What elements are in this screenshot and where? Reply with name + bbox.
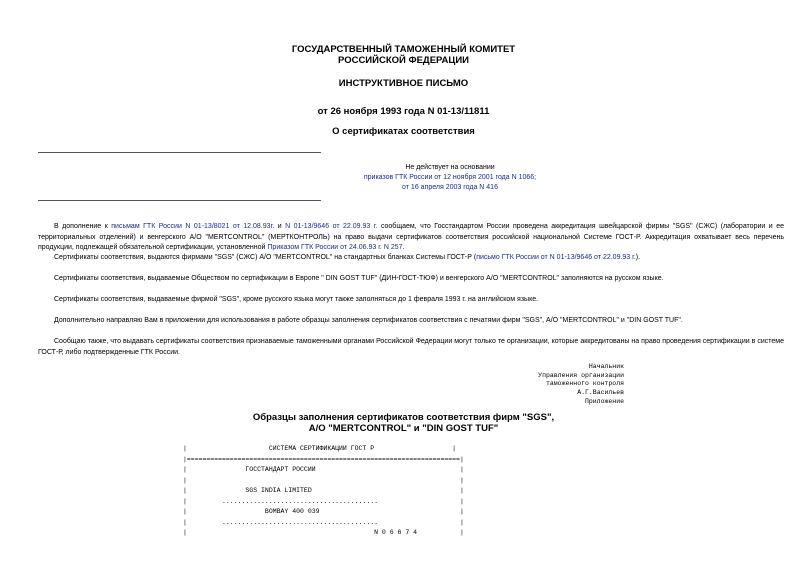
paragraph-1 <box>38 222 784 254</box>
form-line: | BOMBAY 400 039 | <box>183 508 464 515</box>
form-line: | | <box>183 476 464 484</box>
paragraph-1-text-2: и <box>274 223 286 230</box>
paragraph-3 <box>38 274 784 285</box>
appendix-title <box>0 412 807 434</box>
signature-name: А.Г.Васильев <box>577 389 624 397</box>
document-subject: О сертификатах соответствия <box>332 126 475 137</box>
status-link-2001[interactable]: приказов ГТК России от 12 ноября 2001 года N 1066; <box>363 174 537 181</box>
paragraph-2-text: Сертификаты соответствия, выдаются фирмами "SGS" (СЖС) А/О "MERTCONTROL" на стандартных бланках Системы ГОСТ-Р ( <box>54 254 477 261</box>
paragraph-5-text: Дополнительно направляю Вам в приложении для использования в работе образцы заполнения сертификатов соответствия с печатями фирм "SGS", А/О "MERTCONTROL" и "DIN GOST TUF". <box>54 317 683 324</box>
form-line: | N 0 6 6 7 4 | <box>183 529 464 536</box>
paragraph-6-text: Сообщаю также, что выдавать сертификаты соответствия признаваемые таможенными органами Российской Федерации могут только те организации, которые аккредитованы на право проведения сертификации в системе ГОСТ-Р, либо подтвержденные ГТК России. <box>38 338 784 356</box>
status-line: Не действует на основании <box>405 164 495 171</box>
document-date: от 26 ноября 1993 года N 01-13/11811 <box>317 106 490 117</box>
signature-title: Начальник <box>588 363 624 370</box>
status-link-2003[interactable]: от 16 апреля 2003 года N 416 <box>402 184 498 191</box>
paragraph-2-text-2: ). <box>635 254 641 261</box>
appendix-title-line2: А/О "MERTCONTROL" и "DIN GOST TUF" <box>308 423 499 434</box>
paragraph-1-text-3: сообщаем, что Госстандартом России проведена аккредитация швейцарской фирмы "SGS" (СЖС) (лаборатории и ее территориальных отделений) и венгерского А/О "MERTCONTROL" (МЕРТКОНТРОЛЬ) на право выдачи сертификатов соответствия российской национальной Системе ГОСТ-Р. Аккредитация охватывает весь перечень продукции, подлежащей обязательной сертификации, установленной <box>38 223 784 251</box>
paragraph-1-text-4: . <box>402 244 405 251</box>
letter-link-9646-b[interactable]: письмо ГТК России от N 01-13/9646 от 22.09.93 г. <box>476 254 636 261</box>
org-name-line1: ГОСУДАРСТВЕННЫЙ ТАМОЖЕННЫЙ КОМИТЕТ <box>291 44 516 55</box>
paragraph-3-text: Сертификаты соответствия, выдаваемые Обществом по сертификации в Европе " DIN GOST TUF" (ДИН-ГОСТ-ТЮФ) и венгерского А/О "MERTCONTROL" заполняются на русском языке. <box>54 275 664 282</box>
form-line: | ГОССТАНДАРТ РОССИИ | <box>183 466 464 473</box>
paragraph-1-text: В дополнение к <box>54 223 112 230</box>
signature-block <box>480 363 624 407</box>
order-link-257[interactable]: Приказом ГТК России от 24.06.93 г. N 257 <box>267 244 403 251</box>
form-line: |======================================================================| <box>183 455 464 463</box>
paragraph-4-text: Сертификаты соответствия, выдаваемые фирмой "SGS", кроме русского языка могут также заполняться до 1 февраля 1993 г. на английском языке. <box>54 296 539 303</box>
form-line: | ........................................ | <box>183 497 464 505</box>
paragraph-2 <box>38 253 784 264</box>
signature-department-2: таможенного контроля <box>545 380 624 388</box>
appendix-title-line1: Образцы заполнения сертификатов соответствия фирм "SGS", <box>252 412 555 423</box>
form-line: | SGS INDIA LIMITED | <box>183 487 464 494</box>
letter-link-8021[interactable]: письмам ГТК России N 01-13/8021 от 12.08.93г. <box>111 223 275 230</box>
certificate-form-sample <box>183 444 464 539</box>
paragraph-4 <box>38 295 784 306</box>
status-bottom-rule <box>38 200 321 201</box>
form-line: | ........................................ | <box>183 518 464 526</box>
signature-department: Управления организации <box>538 371 624 379</box>
appendix-label: Приложение <box>584 397 624 405</box>
form-line: | СИСТЕМА СЕРТИФИКАЦИИ ГОСТ Р | <box>183 445 457 452</box>
paragraph-5 <box>38 316 784 327</box>
org-name-line2: РОССИЙСКОЙ ФЕДЕРАЦИИ <box>337 55 469 66</box>
letter-link-9646[interactable]: N 01-13/9646 от 22.09.93 г. <box>285 223 378 230</box>
status-note <box>250 163 650 193</box>
document-type: ИНСТРУКТИВНОЕ ПИСЬМО <box>338 78 469 89</box>
status-top-rule <box>38 152 321 153</box>
paragraph-6 <box>38 337 784 358</box>
